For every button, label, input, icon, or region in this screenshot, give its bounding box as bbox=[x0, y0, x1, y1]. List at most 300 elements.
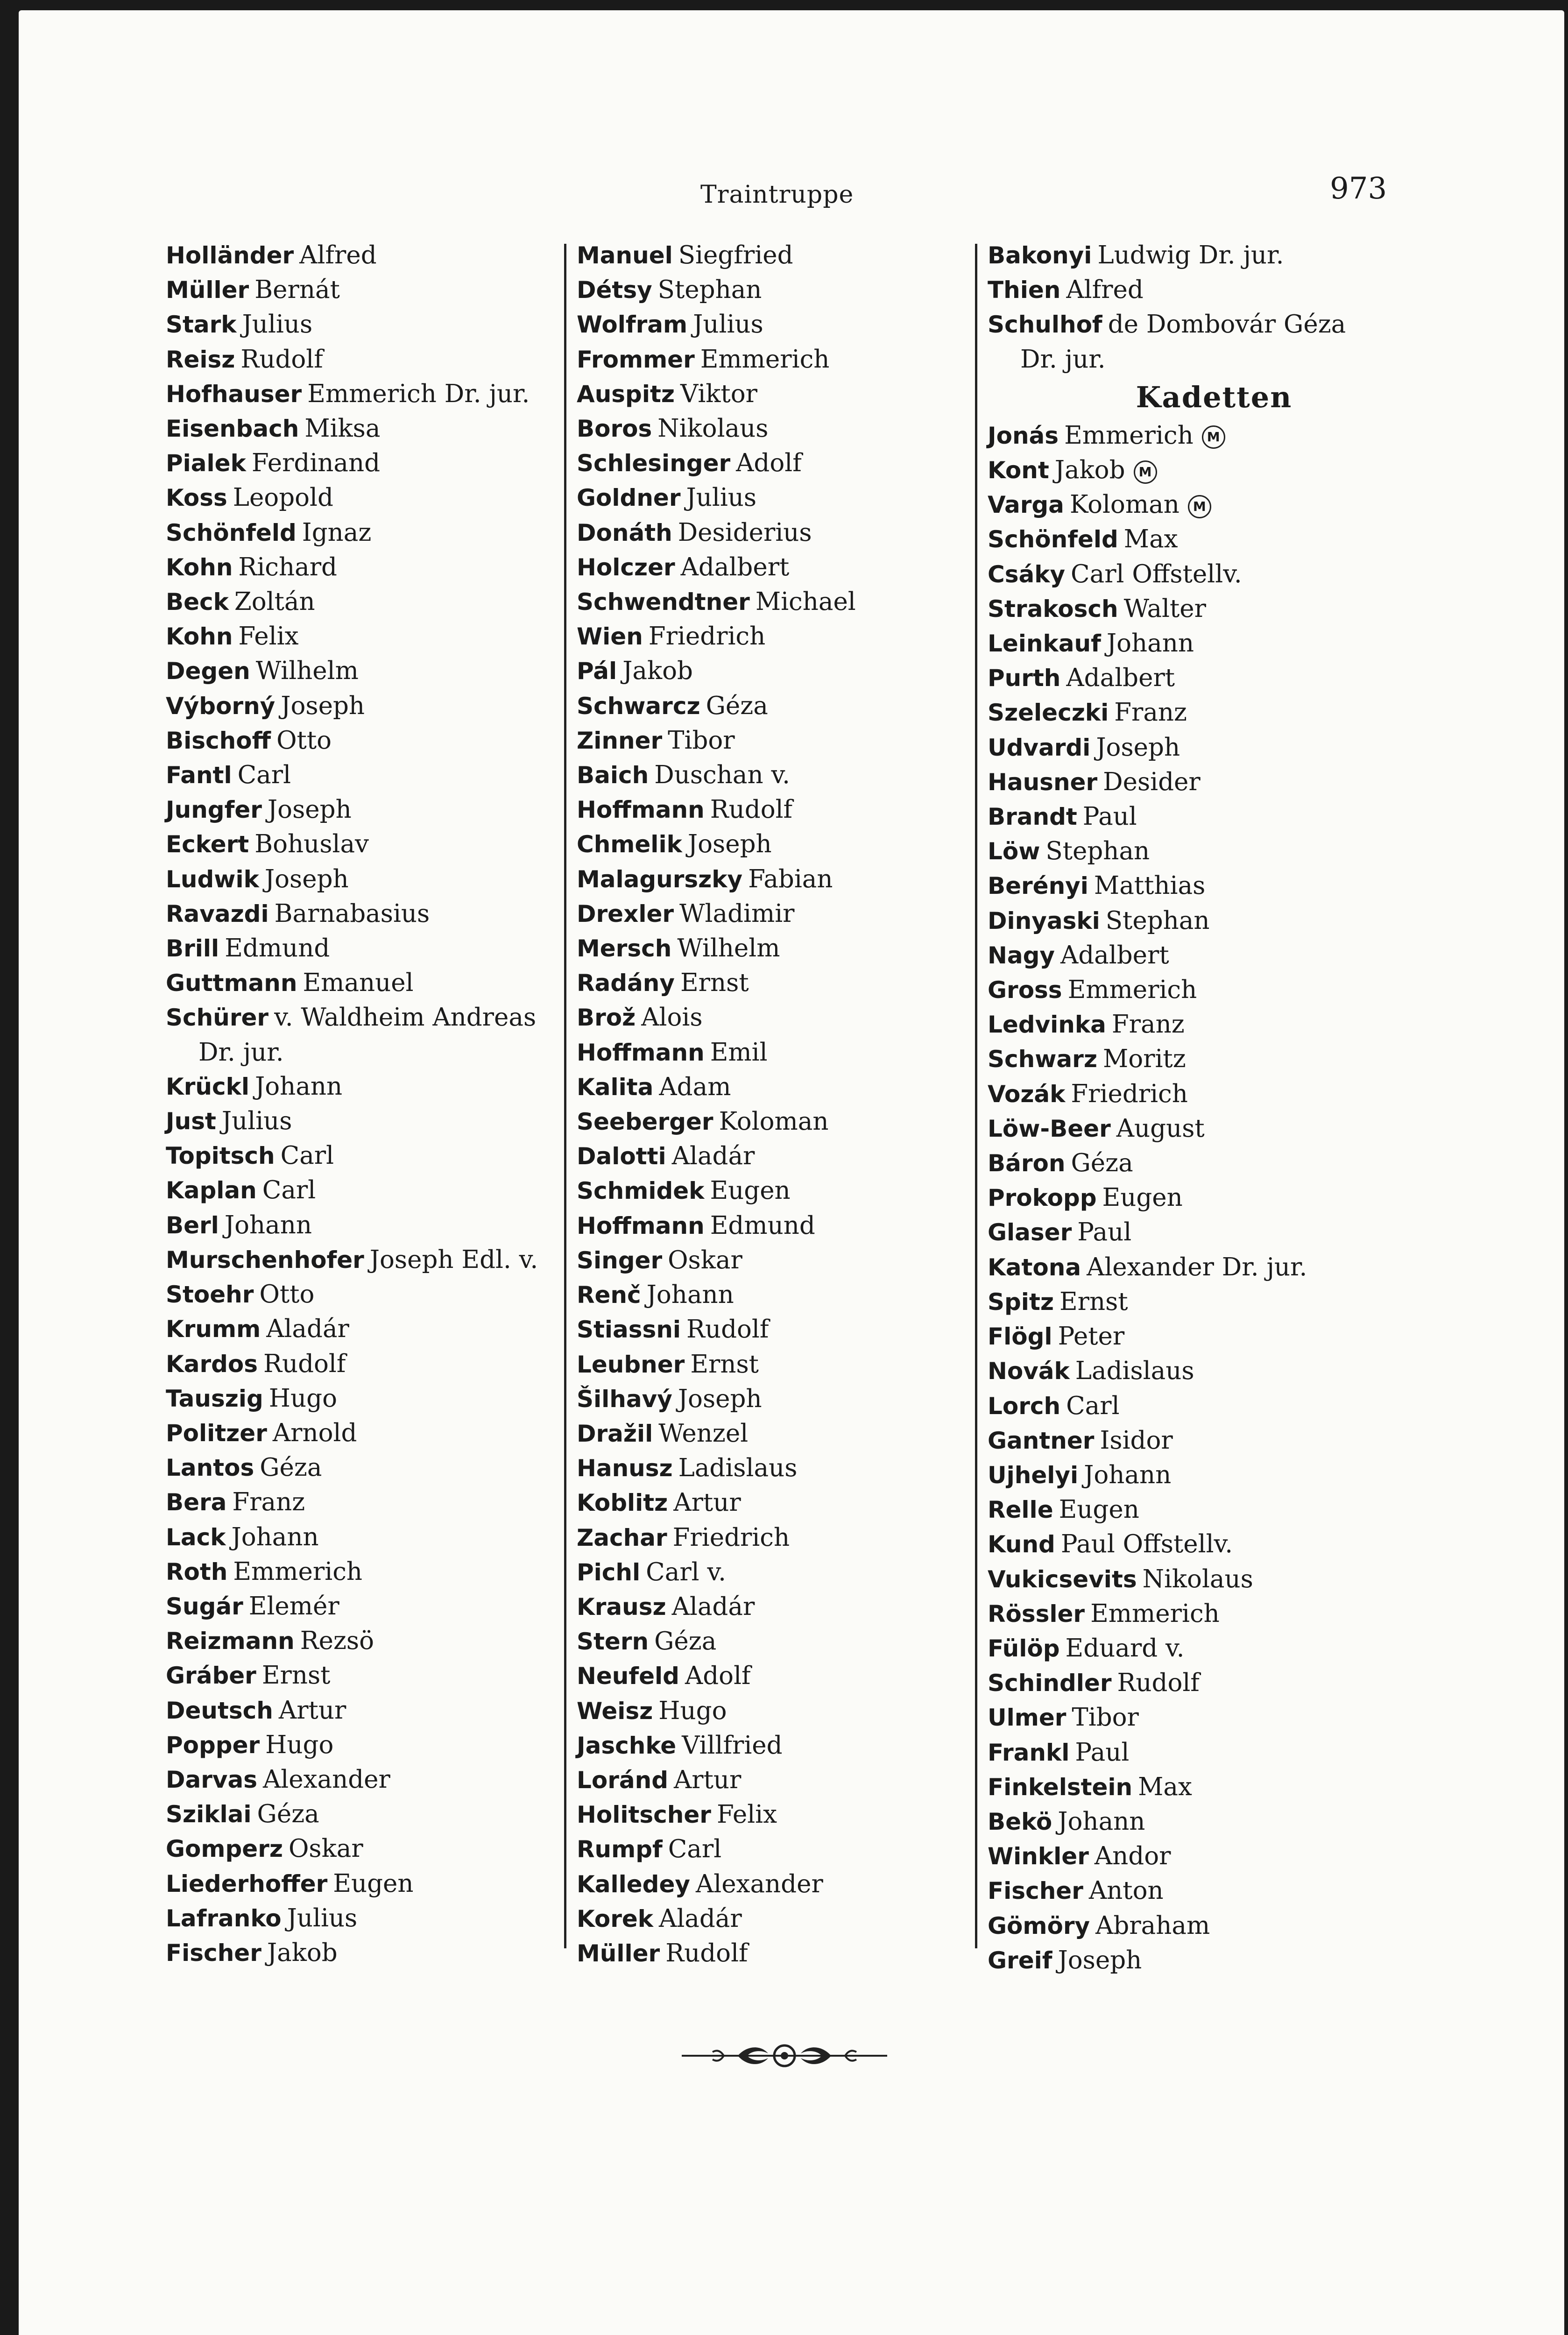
given-name: Peter bbox=[1058, 1322, 1125, 1351]
list-item bbox=[988, 973, 1413, 1007]
surname: Udvardi bbox=[988, 734, 1091, 761]
given-name: Emmerich bbox=[1064, 421, 1194, 450]
given-name: Siegfried bbox=[678, 241, 793, 269]
surname: Nagy bbox=[988, 941, 1055, 969]
list-item bbox=[577, 1139, 978, 1174]
given-name: Ernst bbox=[1059, 1287, 1128, 1316]
given-name: Rudolf bbox=[665, 1939, 748, 1967]
list-item bbox=[988, 1562, 1413, 1597]
list-item bbox=[166, 446, 572, 481]
given-name: Desider bbox=[1103, 767, 1201, 796]
list-item bbox=[577, 377, 978, 411]
given-name: Richard bbox=[238, 552, 337, 581]
list-item bbox=[577, 654, 978, 688]
given-name: Carl v. bbox=[646, 1557, 726, 1586]
surname: Löw-Beer bbox=[988, 1115, 1111, 1142]
surname: Fülöp bbox=[988, 1634, 1060, 1662]
surname: Löw bbox=[988, 838, 1040, 865]
name-column-3 bbox=[988, 238, 1413, 1978]
given-name: Rudolf bbox=[686, 1315, 769, 1344]
given-name: Rudolf bbox=[1117, 1669, 1200, 1698]
surname: Jaschke bbox=[577, 1732, 677, 1759]
circled-m-icon: M bbox=[1188, 495, 1211, 518]
given-name: Paul bbox=[1075, 1738, 1130, 1767]
list-item bbox=[166, 1936, 572, 1970]
column-divider bbox=[975, 244, 977, 1948]
surname: Tauszig bbox=[166, 1385, 263, 1412]
surname: Brill bbox=[166, 935, 219, 962]
surname: Détsy bbox=[577, 276, 652, 304]
surname: Lantos bbox=[166, 1454, 254, 1482]
list-item bbox=[988, 1874, 1413, 1908]
list-item bbox=[166, 897, 572, 931]
given-name: Géza bbox=[654, 1627, 717, 1656]
given-name: Paul bbox=[1082, 802, 1137, 831]
surname: Vozák bbox=[988, 1080, 1066, 1108]
list-item bbox=[577, 1035, 978, 1070]
surname: Finkelstein bbox=[988, 1773, 1133, 1801]
list-item bbox=[988, 1042, 1413, 1076]
list-item bbox=[577, 1243, 978, 1278]
list-item bbox=[988, 1111, 1413, 1146]
given-name: Ernst bbox=[261, 1661, 331, 1690]
list-item bbox=[577, 307, 978, 342]
surname: Kohn bbox=[166, 623, 233, 651]
given-name: Koloman bbox=[719, 1107, 829, 1136]
given-name: Wenzel bbox=[658, 1419, 749, 1448]
document-page bbox=[19, 10, 1564, 2335]
list-item bbox=[988, 1389, 1413, 1423]
given-name: Joseph bbox=[281, 691, 365, 720]
list-item bbox=[166, 1347, 572, 1381]
surname: Schlesinger bbox=[577, 450, 731, 477]
given-name: Stephan bbox=[657, 276, 762, 304]
surname: Hoffmann bbox=[577, 1039, 705, 1066]
surname: Brandt bbox=[988, 803, 1077, 831]
surname: Liederhoffer bbox=[166, 1870, 328, 1897]
surname: Weisz bbox=[577, 1697, 653, 1725]
given-name: Alfred bbox=[1066, 276, 1144, 304]
surname: Pichl bbox=[577, 1558, 641, 1586]
surname: Hoffmann bbox=[577, 1212, 705, 1239]
list-item bbox=[577, 1382, 978, 1416]
given-name: Adam bbox=[659, 1072, 731, 1101]
given-name: Edmund bbox=[710, 1211, 815, 1240]
list-item bbox=[166, 1381, 572, 1416]
given-name: Tibor bbox=[1072, 1703, 1139, 1732]
surname: Schönfeld bbox=[988, 526, 1118, 553]
surname: Frankl bbox=[988, 1739, 1070, 1766]
given-name: Friedrich bbox=[672, 1523, 790, 1552]
surname: Hausner bbox=[988, 768, 1098, 796]
surname: Brož bbox=[577, 1004, 636, 1032]
column-divider bbox=[564, 244, 566, 1948]
list-item bbox=[988, 1770, 1413, 1804]
given-name: Julius bbox=[287, 1903, 358, 1932]
list-item bbox=[166, 966, 572, 1000]
given-name: Edmund bbox=[225, 934, 330, 963]
list-item bbox=[988, 522, 1413, 557]
surname: Guttmann bbox=[166, 969, 297, 997]
list-item bbox=[577, 1000, 978, 1035]
surname: Reisz bbox=[166, 346, 235, 373]
surname: Gantner bbox=[988, 1427, 1095, 1454]
surname: Beck bbox=[166, 588, 229, 616]
given-name: Julius bbox=[221, 1107, 292, 1136]
surname: Leubner bbox=[577, 1351, 685, 1378]
list-item bbox=[577, 723, 978, 758]
given-name: Leopold bbox=[233, 483, 333, 512]
list-item bbox=[577, 1902, 978, 1936]
list-item bbox=[166, 377, 572, 411]
list-item bbox=[577, 1624, 978, 1659]
given-name: Joseph bbox=[678, 1384, 762, 1413]
given-name: Jakob bbox=[267, 1938, 338, 1967]
list-item bbox=[577, 897, 978, 931]
given-name: Eugen bbox=[1059, 1495, 1139, 1524]
name-column-1 bbox=[166, 238, 572, 1970]
given-name: Hugo bbox=[268, 1384, 337, 1413]
given-name: Wilhelm bbox=[255, 657, 359, 686]
list-item-continuation: Dr. jur. bbox=[1020, 345, 1106, 374]
surname: Topitsch bbox=[166, 1142, 275, 1170]
given-name: Emmerich bbox=[1067, 976, 1197, 1005]
given-name: Johann bbox=[1058, 1807, 1145, 1836]
given-name: Carl bbox=[1066, 1391, 1120, 1420]
surname: Ravazdi bbox=[166, 900, 269, 927]
list-item bbox=[577, 550, 978, 585]
list-item bbox=[988, 1735, 1413, 1770]
list-item bbox=[988, 1909, 1413, 1943]
list-item bbox=[577, 1936, 978, 1971]
surname: Kalita bbox=[577, 1073, 654, 1101]
given-name: Eugen bbox=[710, 1176, 791, 1205]
surname: Dražil bbox=[577, 1420, 653, 1447]
surname: Stark bbox=[166, 311, 237, 339]
list-item bbox=[577, 1070, 978, 1104]
list-item bbox=[166, 307, 572, 342]
list-item bbox=[988, 661, 1413, 695]
given-name: Villfried bbox=[682, 1731, 783, 1760]
surname: Krumm bbox=[166, 1316, 261, 1343]
list-item bbox=[166, 481, 572, 515]
list-item bbox=[577, 1416, 978, 1451]
list-item bbox=[166, 1416, 572, 1451]
surname: Purth bbox=[988, 665, 1061, 692]
list-item bbox=[166, 238, 572, 273]
list-item bbox=[988, 307, 1413, 342]
surname: Šilhavý bbox=[577, 1385, 672, 1413]
list-item bbox=[166, 619, 572, 654]
given-name: Adolf bbox=[685, 1662, 751, 1691]
list-item bbox=[577, 481, 978, 515]
given-name: Bohuslav bbox=[254, 830, 369, 859]
given-name: Ludwig Dr. jur. bbox=[1097, 241, 1284, 269]
given-name: Otto bbox=[259, 1280, 315, 1309]
surname: Bekö bbox=[988, 1808, 1052, 1835]
given-name: Emmerich bbox=[700, 345, 830, 374]
section-heading: Kadetten bbox=[1136, 380, 1293, 414]
list-item bbox=[577, 1797, 978, 1832]
surname: Singer bbox=[577, 1246, 663, 1274]
list-item bbox=[577, 1347, 978, 1382]
surname: Reizmann bbox=[166, 1627, 295, 1655]
list-item bbox=[988, 869, 1413, 903]
surname: Drexler bbox=[577, 900, 674, 927]
surname: Schmidek bbox=[577, 1177, 705, 1205]
list-item bbox=[988, 418, 1413, 453]
given-name: Julius bbox=[693, 310, 763, 339]
list-item bbox=[577, 273, 978, 307]
list-item bbox=[166, 342, 572, 377]
given-name: Koloman bbox=[1069, 490, 1180, 519]
given-name: Tibor bbox=[668, 726, 735, 755]
given-name: Johann bbox=[224, 1210, 312, 1239]
list-item-continuation: Dr. jur. bbox=[198, 1038, 284, 1067]
given-name: Emil bbox=[710, 1038, 768, 1067]
list-item bbox=[988, 730, 1413, 765]
surname: Mersch bbox=[577, 935, 672, 962]
page-title: Traintruppe bbox=[700, 181, 854, 209]
given-name: Matthias bbox=[1094, 871, 1206, 900]
list-item bbox=[166, 1173, 572, 1208]
surname: Ludwik bbox=[166, 865, 259, 893]
surname: Kardos bbox=[166, 1350, 258, 1378]
given-name: August bbox=[1116, 1114, 1205, 1143]
surname: Chmelik bbox=[577, 831, 682, 858]
given-name: Joseph Edl. v. bbox=[369, 1245, 538, 1274]
list-item bbox=[988, 695, 1413, 730]
surname: Fischer bbox=[988, 1877, 1083, 1905]
given-name: Arnold bbox=[272, 1418, 357, 1447]
list-item bbox=[577, 1278, 978, 1312]
list-item bbox=[166, 1485, 572, 1520]
list-item bbox=[988, 800, 1413, 834]
list-item bbox=[166, 1589, 572, 1624]
list-item bbox=[988, 765, 1413, 800]
surname: Koss bbox=[166, 484, 227, 512]
surname: Holländer bbox=[166, 242, 294, 269]
given-name: Fabian bbox=[748, 864, 833, 893]
list-item bbox=[577, 792, 978, 827]
list-item bbox=[166, 1000, 572, 1035]
given-name: Julius bbox=[242, 310, 313, 339]
given-name: Géza bbox=[260, 1453, 322, 1482]
given-name: Eugen bbox=[333, 1869, 414, 1898]
list-item bbox=[988, 238, 1413, 273]
given-name: Zoltán bbox=[234, 587, 315, 616]
list-item bbox=[988, 834, 1413, 869]
list-item bbox=[166, 758, 572, 792]
given-name: Felix bbox=[238, 622, 299, 651]
given-name: Stephan bbox=[1045, 837, 1150, 866]
given-name: Emmerich bbox=[1090, 1599, 1220, 1628]
given-name: Anton bbox=[1088, 1876, 1164, 1905]
surname: Schindler bbox=[988, 1670, 1112, 1697]
list-item bbox=[166, 1208, 572, 1243]
given-name: Desiderius bbox=[678, 518, 812, 547]
list-item bbox=[577, 1174, 978, 1208]
surname: Goldner bbox=[577, 484, 681, 512]
list-item bbox=[577, 516, 978, 550]
surname: Degen bbox=[166, 658, 250, 685]
surname: Holitscher bbox=[577, 1801, 711, 1829]
surname: Katona bbox=[988, 1253, 1081, 1281]
list-item bbox=[166, 1243, 572, 1277]
list-item bbox=[988, 1181, 1413, 1215]
given-name: Paul bbox=[1077, 1218, 1132, 1247]
given-name: Alfred bbox=[299, 241, 377, 269]
surname: Manuel bbox=[577, 242, 673, 269]
given-name: Adalbert bbox=[680, 552, 790, 581]
given-name: Carl bbox=[668, 1835, 722, 1864]
surname: Dinyaski bbox=[988, 907, 1100, 934]
given-name: Géza bbox=[1071, 1149, 1133, 1178]
given-name: Johann bbox=[646, 1281, 734, 1309]
surname: Fantl bbox=[166, 762, 232, 789]
given-name: Carl bbox=[262, 1176, 316, 1205]
list-item bbox=[577, 585, 978, 619]
given-name: Joseph bbox=[687, 830, 772, 859]
given-name: Eduard v. bbox=[1065, 1634, 1185, 1663]
list-item bbox=[166, 1520, 572, 1555]
given-name: Jakob bbox=[1054, 456, 1125, 485]
given-name: Rezsö bbox=[300, 1627, 374, 1656]
surname: Schwendtner bbox=[577, 588, 750, 616]
list-item bbox=[988, 904, 1413, 938]
given-name: Joseph bbox=[1058, 1946, 1142, 1974]
surname: Lorch bbox=[988, 1392, 1061, 1420]
surname: Stiassni bbox=[577, 1316, 681, 1344]
surname: Vukicsevits bbox=[988, 1565, 1137, 1593]
given-name: Viktor bbox=[680, 379, 757, 408]
given-name: Moritz bbox=[1102, 1045, 1186, 1074]
surname: Sziklai bbox=[166, 1801, 252, 1828]
surname: Holczer bbox=[577, 553, 675, 581]
given-name: Aladár bbox=[659, 1904, 742, 1933]
list-item bbox=[166, 931, 572, 966]
surname: Deutsch bbox=[166, 1697, 273, 1724]
given-name: Barnabasius bbox=[274, 899, 430, 928]
given-name: Miksa bbox=[304, 414, 381, 443]
given-name: Joseph bbox=[267, 795, 352, 824]
given-name: Joseph bbox=[264, 864, 349, 893]
given-name: Johann bbox=[231, 1522, 319, 1551]
given-name: Aladár bbox=[266, 1315, 349, 1344]
surname: Kaplan bbox=[166, 1177, 257, 1204]
given-name: Julius bbox=[686, 483, 757, 512]
list-item bbox=[988, 626, 1413, 661]
list-item bbox=[577, 411, 978, 446]
surname: Müller bbox=[577, 1939, 660, 1967]
surname: Krückl bbox=[166, 1073, 250, 1100]
surname: Korek bbox=[577, 1905, 654, 1932]
given-name: Joseph bbox=[1096, 733, 1180, 762]
list-item bbox=[577, 1659, 978, 1693]
surname: Baich bbox=[577, 762, 649, 789]
list-item bbox=[577, 1312, 978, 1347]
list-item bbox=[166, 411, 572, 446]
list-item bbox=[577, 862, 978, 897]
list-item bbox=[577, 1832, 978, 1867]
circled-m-icon: M bbox=[1134, 460, 1157, 484]
list-item bbox=[577, 966, 978, 1000]
list-item bbox=[988, 453, 1413, 488]
given-name: Emmerich bbox=[233, 1557, 363, 1586]
surname: Darvas bbox=[166, 1766, 257, 1793]
given-name: Adalbert bbox=[1066, 664, 1175, 693]
given-name: Paul Offstellv. bbox=[1060, 1530, 1233, 1559]
surname: Ujhelyi bbox=[988, 1461, 1079, 1489]
surname: Hofhauser bbox=[166, 380, 302, 408]
list-item bbox=[988, 592, 1413, 626]
given-name: Franz bbox=[232, 1488, 305, 1517]
list-item bbox=[166, 1451, 572, 1485]
given-name: Ladislaus bbox=[1075, 1357, 1194, 1386]
surname: Krausz bbox=[577, 1593, 666, 1620]
given-name: Franz bbox=[1114, 698, 1187, 727]
list-item bbox=[577, 827, 978, 862]
list-item bbox=[988, 1631, 1413, 1666]
given-name: Rudolf bbox=[240, 345, 323, 374]
list-item bbox=[166, 1901, 572, 1936]
list-item bbox=[577, 1555, 978, 1590]
surname: Hanusz bbox=[577, 1455, 673, 1482]
list-item bbox=[166, 1762, 572, 1797]
decorative-flourish-icon bbox=[682, 2039, 887, 2072]
list-item bbox=[166, 1104, 572, 1139]
given-name: Artur bbox=[674, 1765, 742, 1794]
list-item bbox=[166, 689, 572, 723]
surname: Loránd bbox=[577, 1766, 668, 1794]
given-name: Artur bbox=[673, 1488, 741, 1517]
given-name: Friedrich bbox=[648, 622, 766, 651]
given-name: Friedrich bbox=[1071, 1079, 1188, 1108]
given-name: Felix bbox=[716, 1800, 777, 1829]
list-item bbox=[988, 1354, 1413, 1388]
given-name: Ernst bbox=[690, 1350, 759, 1379]
list-item bbox=[577, 1590, 978, 1624]
list-item bbox=[988, 1804, 1413, 1839]
given-name: Johann bbox=[1106, 629, 1194, 658]
given-name: Alexander bbox=[695, 1869, 823, 1898]
surname: Schulhof bbox=[988, 311, 1102, 339]
surname: Csáky bbox=[988, 560, 1066, 588]
page-number: 973 bbox=[1330, 171, 1387, 206]
surname: Popper bbox=[166, 1731, 260, 1759]
list-item bbox=[577, 1867, 978, 1902]
given-name: Wilhelm bbox=[677, 934, 780, 963]
list-item bbox=[988, 1077, 1413, 1111]
list-item bbox=[166, 723, 572, 758]
list-item bbox=[166, 1069, 572, 1104]
given-name: Hugo bbox=[265, 1730, 334, 1759]
given-name: Max bbox=[1123, 525, 1178, 554]
given-name: Wladimir bbox=[679, 899, 795, 928]
given-name: Carl bbox=[237, 761, 291, 790]
surname: Renč bbox=[577, 1281, 641, 1309]
given-name: Alois bbox=[641, 1003, 703, 1032]
given-name: Johann bbox=[1084, 1460, 1172, 1489]
list-item bbox=[166, 1797, 572, 1832]
given-name: Carl bbox=[280, 1141, 334, 1170]
surname: Bischoff bbox=[166, 727, 271, 754]
given-name: Eugen bbox=[1102, 1183, 1183, 1212]
list-item bbox=[988, 488, 1413, 522]
surname: Kalledey bbox=[577, 1870, 690, 1898]
surname: Wolfram bbox=[577, 311, 688, 339]
list-item bbox=[577, 1209, 978, 1243]
